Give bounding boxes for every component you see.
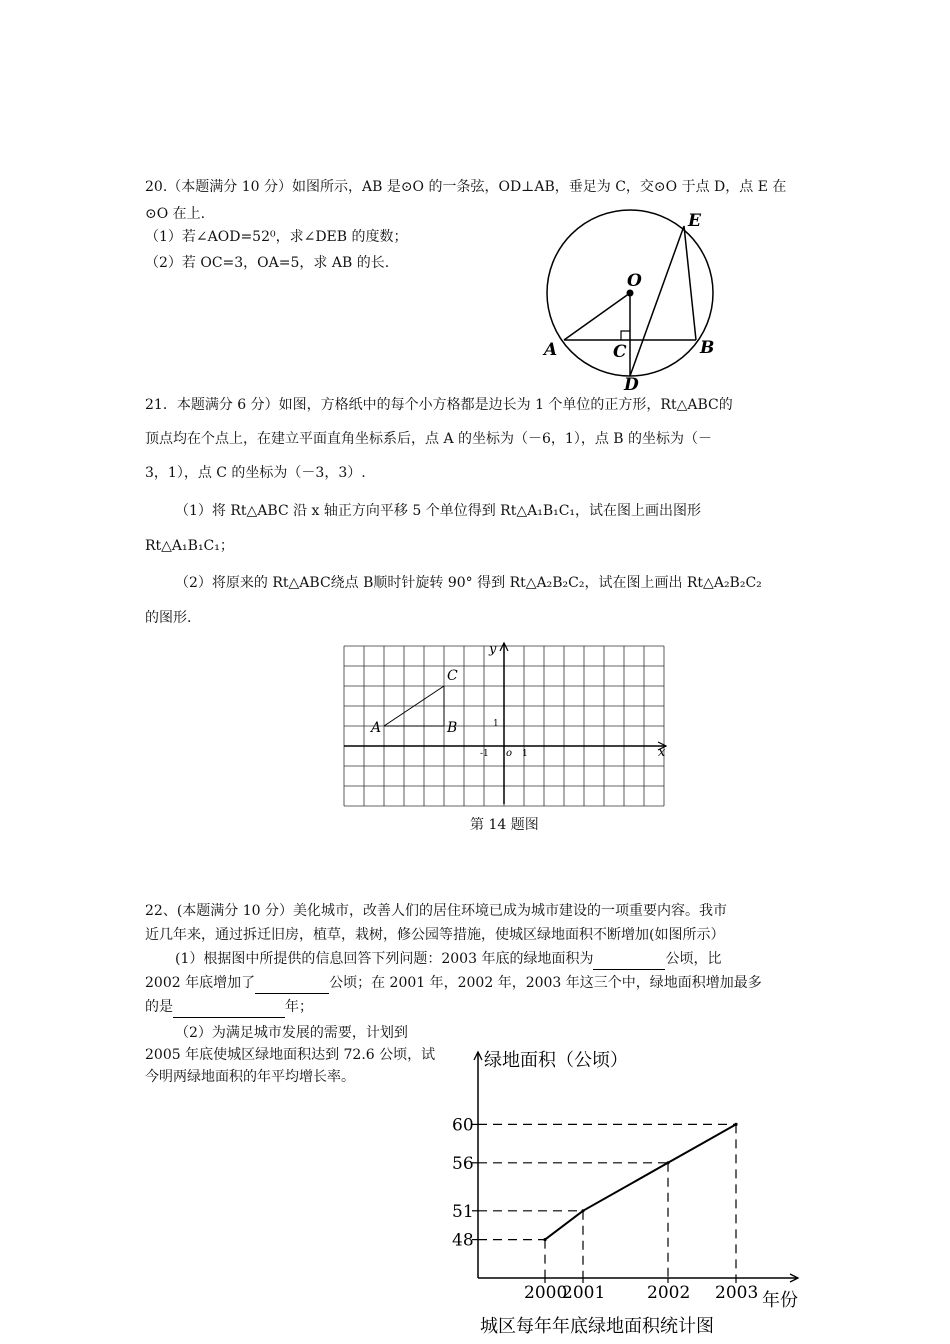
q20-part2: （2）若 OC=3，OA=5，求 AB 的长. xyxy=(145,255,390,271)
q20-line1: 20.（本题满分 10 分）如图所示，AB 是⊙O 的一条弦，OD⊥AB，垂足为 C，交⊙O 于点 D，点 E 在 xyxy=(145,179,787,195)
q22-part1-a: (1）根据图中所提供的信息回答下列问题：2003 年底的绿地面积为 xyxy=(175,951,594,967)
q22-part1-d: 公顷；在 2001 年，2002 年，2003 年这三个中，绿地面积增加最多 xyxy=(329,975,762,991)
answer-blank-year[interactable] xyxy=(173,1001,285,1018)
grid-label-a: A xyxy=(371,720,382,736)
segment-ed xyxy=(630,226,684,376)
chart-x-label: 年份 xyxy=(762,1290,798,1311)
grid-caption: 第 14 题图 xyxy=(470,817,539,833)
chart-x-tick-label: 2001 xyxy=(562,1283,606,1303)
grid-label-b: B xyxy=(447,720,458,736)
chart-y-tick-label: 56 xyxy=(452,1153,474,1174)
q22-part1-c: 2002 年底增加了 xyxy=(145,975,256,991)
origin-label: o xyxy=(506,748,513,759)
q22-part1-f: 年； xyxy=(285,999,313,1015)
chart-y-tick-label: 48 xyxy=(452,1230,474,1251)
label-c: C xyxy=(613,342,627,362)
chart-series-line xyxy=(545,1124,736,1239)
answer-blank-increase[interactable] xyxy=(255,977,329,994)
grid-label-c: C xyxy=(447,668,458,684)
chart-marks xyxy=(452,1115,758,1303)
q21-part1a: （1）将 Rt△ABC 沿 x 轴正方向平移 5 个单位得到 Rt△A₁B₁C₁，试在图上画出图形 xyxy=(175,503,702,519)
tick-1-x: 1 xyxy=(522,749,528,759)
green-area-chart xyxy=(440,1030,820,1340)
label-e: E xyxy=(688,211,701,231)
q22-part1-e: 的是 xyxy=(145,999,173,1015)
q20-line2: ⊙O 在上. xyxy=(145,206,206,222)
chart-data-point xyxy=(734,1123,737,1126)
q22-part1-line3 xyxy=(145,996,313,1018)
right-angle-mark xyxy=(621,331,630,340)
answer-blank-area-2003[interactable] xyxy=(593,953,665,970)
q22-line2: 近几年来，通过拆迁旧房，植草，栽树，修公园等措施，使城区绿地面积不断增加(如图所示） xyxy=(145,927,725,943)
chart-y-tick-label: 51 xyxy=(452,1201,474,1222)
q22-part2: （2）为满足城市发展的需要，计划到 2005 年底使城区绿地面积达到 72.6 公顷，试今明两绿地面积的年平均增长率。 xyxy=(145,1025,436,1085)
q21-part1b: Rt△A₁B₁C₁； xyxy=(145,538,234,554)
chart-x-tick-label: 2002 xyxy=(647,1283,691,1303)
q21-part2b: 的图形. xyxy=(145,610,192,626)
circle-figure xyxy=(530,200,730,395)
segment-eb xyxy=(684,226,696,340)
label-d: D xyxy=(624,375,639,395)
coordinate-grid xyxy=(340,638,675,810)
chart-y-label: 绿地面积（公顷） xyxy=(484,1050,628,1071)
chart-data-point xyxy=(581,1209,584,1212)
label-a: A xyxy=(544,340,558,360)
chart-title: 城区每年年底绿地面积统计图 xyxy=(480,1316,714,1337)
chart-y-tick-label: 60 xyxy=(452,1115,474,1136)
segment-oa xyxy=(564,293,630,340)
q22-part1-b: 公顷，比 xyxy=(665,951,722,967)
q21-line3: 3，1），点 C 的坐标为（－3，3）. xyxy=(145,465,366,481)
q22-part1-line1 xyxy=(175,948,721,970)
q22-line1: 22、(本题满分 10 分）美化城市，改善人们的居住环境已成为城市建设的一项重要内容。我市 xyxy=(145,903,727,919)
q21-line1: 21．本题满分 6 分）如图，方格纸中的每个小方格都是边长为 1 个单位的正方形，Rt△ABC的 xyxy=(145,397,733,413)
q21-part2a: （2）将原来的 Rt△ABC绕点 B顺时针旋转 90° 得到 Rt△A₂B₂C₂，试在图上画出 Rt△A₂B₂C₂ xyxy=(175,575,762,591)
chart-data-point xyxy=(666,1161,669,1164)
q20-part1: （1）若∠AOD=52⁰，求∠DEB 的度数； xyxy=(145,229,408,245)
chart-x-tick-label: 2003 xyxy=(715,1283,759,1303)
label-o: O xyxy=(627,271,642,291)
q21-line2: 顶点均在个点上，在建立平面直角坐标系后，点 A 的坐标为（－6，1），点 B 的坐标为（－ xyxy=(145,431,713,447)
x-label: x xyxy=(658,745,666,760)
label-b: B xyxy=(700,338,715,358)
q22-part1-line2 xyxy=(145,972,762,994)
chart-x-tick-label: 2000 xyxy=(524,1283,568,1303)
chart-data-point xyxy=(543,1238,546,1241)
tick-neg1: -1 xyxy=(480,749,489,759)
tick-1-y: 1 xyxy=(493,719,499,729)
y-label: y xyxy=(489,642,497,657)
